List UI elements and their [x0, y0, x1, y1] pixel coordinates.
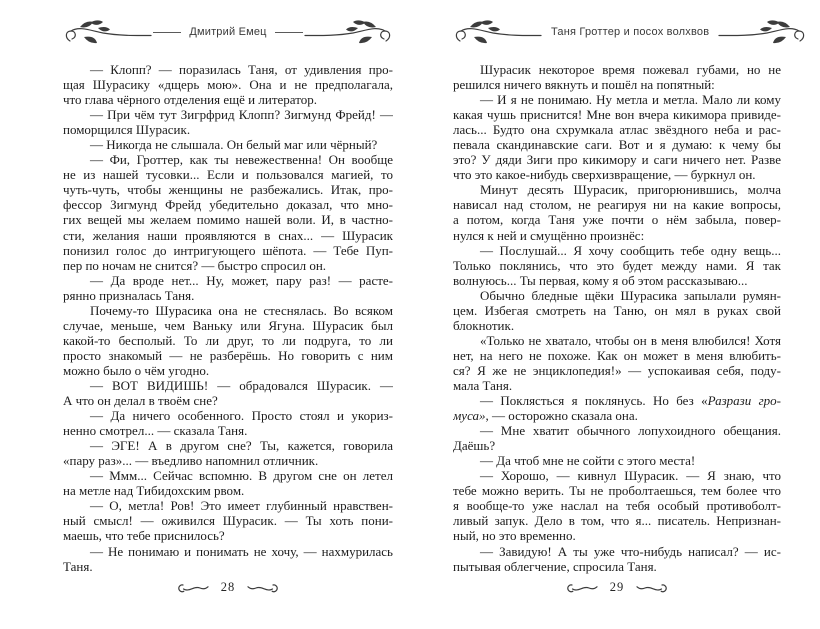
text-line: волнуюсь... Ты первая, кому я об этом рассказываю... — [453, 272, 748, 288]
text-line: это? У дяди Зиги про кикимору и саги ничего нет. Разве — [453, 152, 781, 168]
text-line: я вообще-то уже наслал на тебя особый противоболт- — [453, 498, 781, 514]
header-rule — [275, 32, 303, 33]
page-body — [63, 62, 393, 574]
text-line: а потом, когда Таня уже почти о нём забыла, повер- — [453, 212, 781, 228]
text-line: чуть-чуть, чтобы женщины не разбежались. Итак, про- — [63, 182, 393, 198]
text-line: ный смысл! — оживился Шурасик. — Ты хоть пони- — [63, 513, 393, 529]
text-line: тебе можно верить. Ты не проболтаешься, тем более что — [453, 483, 781, 499]
text-line: певала скандинавские саги. Вот и я думаю: к чему бы — [453, 137, 781, 153]
header-rule — [153, 32, 181, 33]
running-head-author: Дмитрий Емец — [189, 26, 267, 38]
page-number: 29 — [609, 579, 625, 594]
page-footer — [453, 580, 781, 595]
swirl-ornament-icon — [173, 580, 210, 594]
text-line: — Не понимаю и понимать не хочу, — нахмурилась — [90, 543, 393, 559]
text-line: — Мне хватит обычного лопухоидного обещания. — [480, 423, 781, 439]
text-line: — ВОТ ВИДИШЬ! — обрадовался Шурасик. — — [90, 377, 393, 393]
text-run: — Поклясться я поклянусь. Но без « — [480, 393, 708, 409]
vine-flourish-icon — [717, 17, 807, 47]
text-line: — Да чтоб мне не сойти с этого места! — [480, 453, 696, 469]
text-line: Почему-то Шурасика она не стеснялась. Во всяком — [90, 302, 393, 318]
page-number: 28 — [220, 579, 236, 594]
page-header — [453, 15, 781, 49]
swirl-ornament-icon — [246, 580, 283, 594]
text-line: ливый запук. Дело в том, что я... писатель. Непризнан- — [453, 513, 781, 529]
text-line: можно было о чём угодно. — [63, 362, 210, 378]
running-head-title: Таня Гроттер и посох волхвов — [551, 26, 710, 38]
text-line: какой-то бесполый. То ли друг, то ли подруга, то ли — [63, 332, 393, 348]
text-line: пер по ночам не снится? — быстро спросил он. — [63, 257, 327, 273]
page-body — [453, 62, 781, 574]
text-line: рянно призналась Таня. — [63, 287, 195, 303]
swirl-ornament-icon — [562, 580, 599, 594]
text-line: ся? Я же не энциклопедия!» — успокаивая себя, поду- — [453, 362, 781, 378]
text-line: что это какое-нибудь сверхизвращение, — буркнул он. — [453, 167, 756, 183]
text-line: — Завидую! А ты уже что-нибудь написал? — ис- — [480, 543, 781, 559]
text-line: Шурасик некоторое время пожевал губами, но не — [480, 62, 781, 77]
text-line: нависал над столом, не реагируя ни на какие вопросы, — [453, 197, 781, 213]
vine-flourish-icon — [453, 17, 543, 47]
text-line: что глава чёрного отделения ещё и литератор. — [63, 92, 317, 108]
text-line: нулся к ней и смущённо произнёс: — [453, 227, 645, 243]
text-line: понизил голос до интригующего шёпота. — Тебе Пуп- — [63, 242, 393, 258]
vine-flourish-icon — [63, 17, 153, 47]
text-line: какая чушь приснится! Мне вон вчера кикимора привиде- — [453, 107, 781, 123]
text-line: просто знакомый — не разберёшь. Но говорить с ним — [63, 347, 393, 363]
text-line: маешь, что тебе приснилось? — [63, 528, 225, 544]
italic-text-run: Разрази гро- — [707, 393, 781, 409]
text-line: — Да ничего особенного. Просто стоял и укориз- — [90, 408, 393, 424]
text-line: пытывая облегчение, спросила Таня. — [453, 558, 657, 574]
text-line: — О, метла! Ров! Это имеет глубинный нравствен- — [90, 498, 393, 514]
text-line: — Хорошо, — кивнул Шурасик. — Я знаю, что — [480, 468, 781, 484]
text-line: Минут десять Шурасик, пригорюнившись, молча — [480, 182, 781, 198]
text-line: блокнотик. — [453, 317, 515, 333]
text-line: А что он делал в твоём сне? — [63, 393, 218, 409]
text-line: Даёшь? — [453, 438, 496, 454]
text-line — [453, 408, 781, 423]
text-line: мала Таня. — [453, 377, 513, 393]
text-line: поморщился Шурасик. — [63, 122, 191, 138]
text-line: лась... Будто она схрумкала атлас звёздного неба и рас- — [453, 122, 781, 138]
text-line: на метле над Тибидохским рвом. — [63, 483, 245, 499]
page-right — [410, 0, 820, 629]
text-line: Таня. — [63, 558, 93, 574]
text-line: не из нашей тусовки... Если и пользовался магией, то — [63, 167, 393, 183]
text-line: — ЭГЕ! А в другом сне? Ты, кажется, говорила — [90, 438, 393, 454]
text-line: фессор Зигмунд Фрейд убедительно доказал, что мно- — [63, 197, 393, 213]
text-line: случае, меньше, чем Ваньку или Ягуна. Шурасик был — [63, 317, 393, 333]
text-line: Обычно бледные щёки Шурасика запылали румян- — [480, 287, 781, 303]
text-line: цем. Избегая смотреть на Таню, он мял в руках свой — [453, 302, 781, 318]
text-line: сти, желания наши проявляются в снах... — Шурасик — [63, 227, 393, 243]
text-line: решился ничего вякнуть и пошёл на попятный: — [453, 77, 715, 93]
text-line: ненно смотрел... — сказала Таня. — [63, 423, 248, 439]
text-line — [453, 393, 781, 408]
text-line: — И я не понимаю. Ну метла и метла. Мало ли кому — [480, 92, 781, 108]
page-header — [63, 15, 393, 49]
text-line: щая Шурасику «дщерь мою». Она и не предполагала, — [63, 77, 393, 93]
text-line: «пару раз»... — въедливо напомнил отличник. — [63, 453, 319, 469]
text-line: — Ммм... Сейчас вспомню. В другом сне он летел — [90, 468, 393, 484]
text-line: — Фи, Гроттер, как ты невежественна! Он вообще — [90, 152, 393, 168]
text-line: гих вещей мы желаем помимо нашей воли. И, в частно- — [63, 212, 393, 228]
text-line: — При чём тут Зигрфрид Клопп? Зигмунд Фрейд! — — [90, 107, 393, 123]
text-line: нет, на него не похоже. Как он может в меня влюбить- — [453, 347, 781, 363]
text-run: , — осторожно сказала она. — [485, 408, 638, 424]
text-line: «Только не хватало, чтобы он в меня влюбился! Хотя — [480, 332, 781, 348]
text-line: ный, но это временно. — [453, 528, 576, 544]
text-line: — Клопп? — поразилась Таня, от удивления про- — [90, 62, 393, 77]
swirl-ornament-icon — [635, 580, 672, 594]
text-line: — Никогда не слышала. Он белый маг или чёрный? — [90, 137, 378, 153]
text-line: — Послушай... Я хочу сообщить тебе одну вещь... — [480, 242, 781, 258]
text-line: Только поклянись, что это будет между нами. Я так — [453, 257, 781, 273]
vine-flourish-icon — [303, 17, 393, 47]
italic-text-run: муса» — [453, 408, 486, 424]
text-line: — Да вроде нет... Ну, может, пару раз! — расте- — [90, 272, 393, 288]
page-footer — [63, 580, 393, 595]
